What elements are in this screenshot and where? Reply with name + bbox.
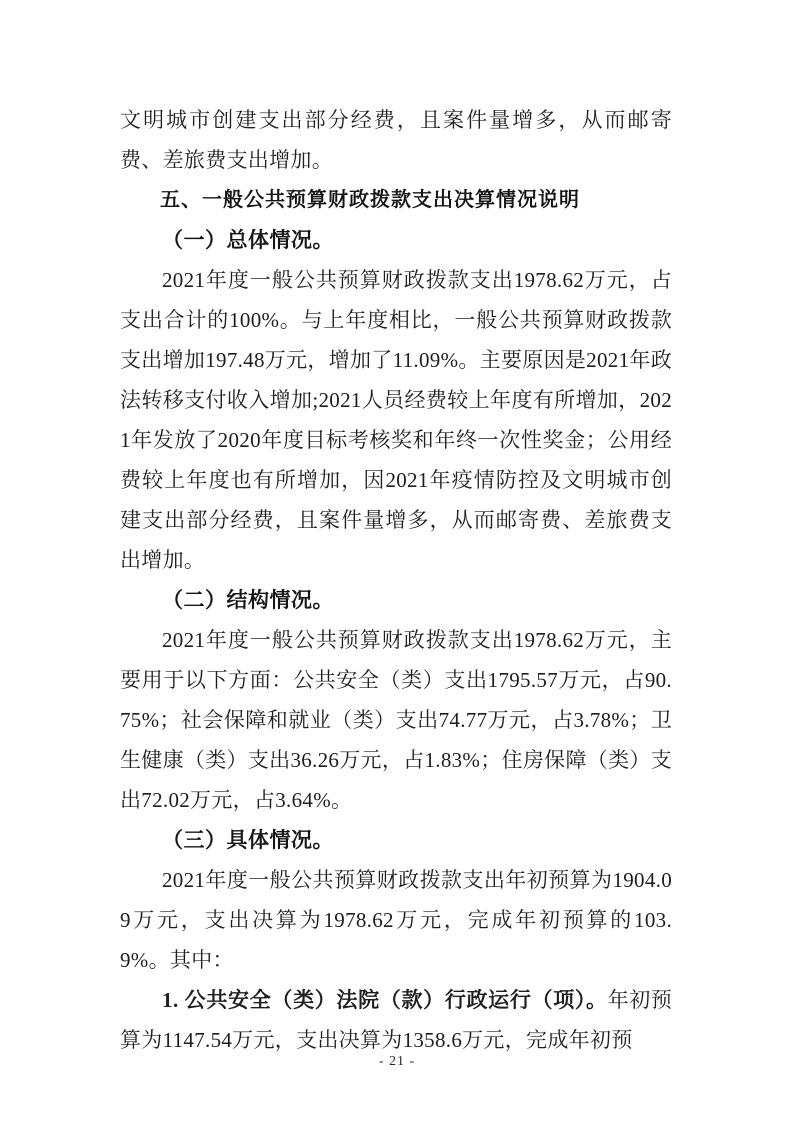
subsection-heading-2: （二）结构情况。 bbox=[162, 588, 334, 612]
section-heading: 五、一般公共预算财政拨款支出决算情况说明 bbox=[160, 189, 580, 211]
subsection-body-1: 2021年度一般公共预算财政拨款支出1978.62万元，占支出合计的100%。与上年度相比，一般公共预算财政拨款支出增加197.48万元，增加了11.09%。主要原因是2021年政法转移支付收入增加;2021人员经费较上年度有所增加，2021年发放了2020年度目标考核奖和年终一次性奖金；公用经费较上年度也有所增加，因2021年疫情防控及文明城市创建支出部分经费，且案件量增多，从而邮寄费、差旅费支出增加。 bbox=[120, 268, 672, 572]
item-paragraph-1 bbox=[120, 980, 672, 1060]
subsection-heading-3: （三）具体情况。 bbox=[162, 828, 334, 852]
page-number: - 21 - bbox=[378, 1054, 416, 1069]
item-lead-1: 1. 公共安全（类）法院（款）行政运行（项）。 bbox=[162, 988, 608, 1012]
subsection-heading-1: （一）总体情况。 bbox=[162, 228, 334, 252]
subsection-body-3: 2021年度一般公共预算财政拨款支出年初预算为1904.09万元，支出决算为1978.62万元，完成年初预算的103.9%。其中： bbox=[120, 868, 672, 972]
subsection-body-2: 2021年度一般公共预算财政拨款支出1978.62万元，主要用于以下方面：公共安全（类）支出1795.57万元，占90.75%；社会保障和就业（类）支出74.77万元，占3.78%；卫生健康（类）支出36.26万元，占1.83%；住房保障（类）支出72.02万元，占3.64%。 bbox=[120, 628, 672, 812]
document-content bbox=[120, 100, 672, 1060]
item-body-1: 年初预算为1147.54万元，支出决算为1358.6万元，完成年初预 bbox=[120, 988, 673, 1052]
carryover-paragraph: 文明城市创建支出部分经费，且案件量增多，从而邮寄费、差旅费支出增加。 bbox=[120, 108, 672, 172]
